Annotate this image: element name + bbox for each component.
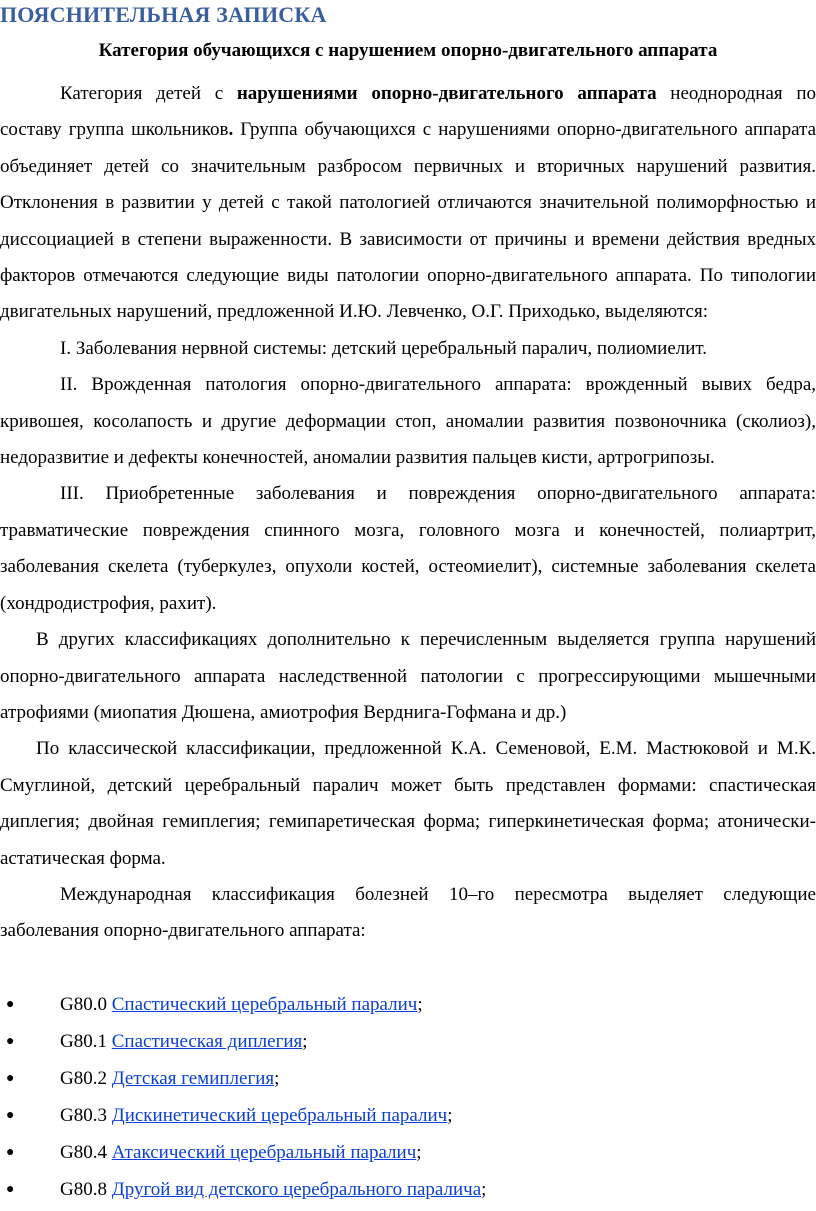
- icd-code: G80.0: [60, 994, 112, 1015]
- bullet-icon: ●: [6, 997, 15, 1012]
- list-item: [0, 986, 816, 1023]
- bullet-icon: ●: [6, 1145, 15, 1160]
- list-item: [0, 1134, 816, 1171]
- icd-code: G80.2: [60, 1068, 112, 1089]
- bold-dot: .: [228, 119, 234, 141]
- section-title: Категория обучающихся с нарушением опорно-двигательного аппарата: [98, 40, 718, 61]
- icd-code-list: [0, 986, 816, 1208]
- page-title: ПОЯСНИТЕЛЬНАЯ ЗАПИСКА: [0, 2, 327, 27]
- icd-code: G80.8: [60, 1179, 112, 1200]
- paragraph-classic-classification: По классической классификации, предложенной К.А. Семеновой, Е.М. Мастюковой и М.К. Смуглиной, детский церебральный паралич может быть представлен формами: спастическая диплегия; двойная гемиплегия; гемипаретическая форма; гиперкинетическая форма; атонически-астатическая форма.: [0, 738, 816, 869]
- diagnosis-link[interactable]: Спастический церебральный паралич: [111, 994, 418, 1015]
- list-punctuation: ;: [481, 1179, 487, 1200]
- list-punctuation: ;: [302, 1031, 308, 1052]
- bullet-icon: ●: [6, 1034, 15, 1049]
- list-punctuation: ;: [416, 1142, 422, 1163]
- paragraph-type-1: I. Заболевания нервной системы: детский церебральный паралич, полиомиелит.: [60, 337, 708, 359]
- document-body: [0, 76, 816, 950]
- list-item: [0, 1097, 816, 1134]
- list-punctuation: ;: [417, 994, 423, 1015]
- bold-term: нарушениями опорно-двигательного аппарата: [236, 83, 657, 104]
- diagnosis-link[interactable]: Другой вид детского церебрального паралича: [111, 1179, 482, 1200]
- icd-code: G80.4: [60, 1142, 112, 1163]
- paragraph-text: Группа обучающихся с нарушениями опорно-двигательного аппарата объединяет детей со значительным разбросом первичных и вторичных нарушений развития. Отклонения в развитии у детей с такой патологией отличаются значительной полиморфностью и диссоциацией в степени выраженности. В зависимости от причины и времени действия вредных факторов отмечаются следующие виды патологии опорно-двигательного аппарата. По типологии двигательных нарушений, предложенной И.Ю. Левченко, О.Г. Приходько, выделяются:: [0, 119, 816, 323]
- list-item: [0, 1171, 816, 1208]
- paragraph-category: [0, 76, 816, 331]
- list-item: [0, 1060, 816, 1097]
- diagnosis-link[interactable]: Дискинетический церебральный паралич: [111, 1105, 448, 1126]
- icd-code: G80.3: [60, 1105, 112, 1126]
- paragraph-text: неоднородная по составу группа школьников: [0, 83, 816, 141]
- bullet-icon: ●: [6, 1071, 15, 1086]
- list-punctuation: ;: [447, 1105, 453, 1126]
- bullet-icon: ●: [6, 1108, 15, 1123]
- diagnosis-link[interactable]: Атаксический церебральный паралич: [111, 1142, 417, 1163]
- diagnosis-link[interactable]: Детская гемиплегия: [111, 1068, 275, 1089]
- list-item: [0, 1023, 816, 1060]
- paragraph-type-2: II. Врожденная патология опорно-двигательного аппарата: врожденный вывих бедра, кривошея, косолапость и другие деформации стоп, аномалии развития позвоночника (сколиоз), недоразвитие и дефекты конечностей, аномалии развития пальцев кисти, артрогрипозы.: [0, 374, 816, 469]
- icd-code: G80.1: [60, 1031, 112, 1052]
- diagnosis-link[interactable]: Спастическая диплегия: [111, 1031, 303, 1052]
- paragraph-other-classifications: В других классификациях дополнительно к перечисленным выделяется группа нарушений опорно-двигательного аппарата наследственной патологии с прогрессирующими мышечными атрофиями (миопатия Дюшена, амиотрофия Верднига-Гофмана и др.): [0, 629, 816, 723]
- bullet-icon: ●: [6, 1182, 15, 1197]
- list-punctuation: ;: [274, 1068, 280, 1089]
- paragraph-type-3: III. Приобретенные заболевания и повреждения опорно-двигательного аппарата: травматические повреждения спинного мозга, головного мозга и конечностей, полиартрит, заболевания скелета (туберкулез, опухоли костей, остеомиелит), системные заболевания скелета (хондродистрофия, рахит).: [0, 483, 816, 614]
- paragraph-text: Категория детей с: [60, 83, 237, 104]
- paragraph-icd10: Международная классификация болезней 10–го пересмотра выделяет следующие заболевания опорно-двигательного аппарата:: [0, 883, 816, 942]
